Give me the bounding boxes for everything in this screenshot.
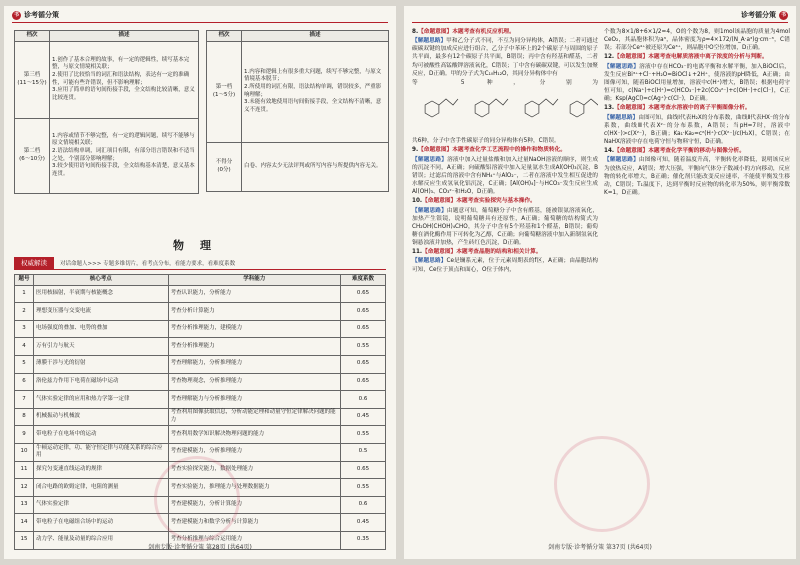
intent-tag: 【命题意图】 xyxy=(422,249,457,256)
col-header-no: 题号 xyxy=(15,275,34,286)
header-rule xyxy=(12,22,388,23)
ability-cell: 考查建模能力，分析推理能力 xyxy=(168,443,340,461)
question-heading xyxy=(604,53,790,61)
question-number: 13. xyxy=(604,105,615,112)
scoring-table-1 xyxy=(14,30,199,194)
page-header xyxy=(741,10,788,20)
desc-cell: 1.内容或情节不够完整，有一定的逻辑问题，续写不能够与原文情境相关联； 2.语法结构单调，词汇项目有限，有部分语言错误和不适当之处，个别部分影响理解； 3.较少使用语句间衔接手段，全文结构基本清楚，意义基本连贯。 xyxy=(50,118,199,193)
question-number: 12. xyxy=(604,54,615,61)
brand-logo-icon: 书 xyxy=(13,11,19,18)
solution-text: 共6种，分子中含手性碳原子的同分异构体有5种，C错误。 xyxy=(412,138,560,145)
solution-text: 个数为8×1/8+6×1/2=4，O的个数为8，则1mol该晶胞的质量为4mol CeO₂，其晶胞体积为a³，晶体密度为ρ=4×172/(N_A·a³)g·cm⁻³，C错误；若部分Ce⁴⁺被还原为Ce³⁺，则晶胞中O空位增加，D正确。 xyxy=(604,29,790,52)
table-row xyxy=(15,426,386,444)
question-number-cell: 11 xyxy=(15,461,34,479)
left-page xyxy=(4,6,396,559)
ability-cell: 考查分析推理能力，建模能力 xyxy=(168,320,340,338)
solution-label: 【解题思路】 xyxy=(604,63,640,70)
desc-cell: 白卷、内容太少无法评判或所写内容与所提供内容无关。 xyxy=(242,142,389,191)
solution-label: 【解题思路】 xyxy=(412,258,447,265)
banner-text: 对话命题人>>> 专题多维切片，看考点分布，看能力要求，看难度系数 xyxy=(60,261,236,267)
ability-cell: 考查实验探究能力，数据处理能力 xyxy=(168,461,340,479)
question-number: 8. xyxy=(412,29,419,35)
difficulty-cell: 0.65 xyxy=(341,355,386,373)
page-header xyxy=(12,10,59,20)
question-number-cell: 1 xyxy=(15,285,34,303)
question-number: 14. xyxy=(604,148,615,155)
header-rule xyxy=(412,22,788,23)
ability-cell: 考查分析计算能力 xyxy=(168,303,340,321)
answer-column-right xyxy=(604,28,790,198)
question-heading xyxy=(412,248,598,256)
table-row xyxy=(15,118,199,193)
topic-cell: 洛伦兹力作用下电荷在磁场中运动 xyxy=(34,373,169,391)
topic-cell: 理想变压器与交变电流 xyxy=(34,303,169,321)
table-row xyxy=(15,41,199,118)
difficulty-cell: 0.55 xyxy=(341,479,386,497)
molecule-structures xyxy=(412,79,598,136)
difficulty-cell: 0.55 xyxy=(341,338,386,356)
topic-cell: 医用核辐射，半衰期与核能概念 xyxy=(34,285,169,303)
header-title: 诊考循分策 xyxy=(741,11,776,19)
question-number-cell: 5 xyxy=(15,355,34,373)
difficulty-cell: 0.6 xyxy=(341,391,386,409)
solution-label: 【解题思路】 xyxy=(604,114,639,121)
question-number-cell: 6 xyxy=(15,373,34,391)
question-heading xyxy=(412,28,598,36)
question-heading xyxy=(604,147,790,155)
intent-tag: 【命题意图】 xyxy=(418,147,453,154)
question-heading xyxy=(412,197,598,205)
ability-cell: 考查利用图像获取信息，分析动能定理和动量守恒定律解决问题的能力 xyxy=(168,408,340,426)
answer-paragraph xyxy=(412,156,598,197)
solution-label: 【解题思路】 xyxy=(412,207,447,214)
solution-text: 溶液中存在HCO₃⁻的电离平衡和水解平衡，加入BiOCl后，发生反应Bi³⁺+Cl⁻+H₂O=BiOCl↓+2H⁺，使溶液的pH降低，A正确；由图像可知，随着BiOCl用量增加，溶液中c(H⁺)增大，B错误；根据电荷守恒可知，c(Na⁺)+c(H⁺)=c(HCO₃⁻)+2c(CO₃²⁻)+c(OH⁻)+c(Cl⁻)，C正确；Ksp(AgCl)=c(Ag⁺)·c(Cl⁻)，D正确。 xyxy=(604,63,790,103)
ability-cell: 考查认识能力，分析能力 xyxy=(168,285,340,303)
solution-text: 由图像可知，随着温度升高，平衡转化率降低，说明该反应为放热反应，A错误；增大压强，平衡向气体分子数减小的方向移动，反应物的转化率增大，B正确；催化剂只能改变反应速率，不能使平衡发生移动，C错误；T₁温度下，达到平衡时反应物的转化率为50%，则平衡常数K=1，D正确。 xyxy=(604,157,791,196)
question-number-cell: 9 xyxy=(15,426,34,444)
difficulty-cell: 0.65 xyxy=(341,461,386,479)
table-row xyxy=(15,320,386,338)
difficulty-cell: 0.65 xyxy=(341,303,386,321)
table-row xyxy=(15,373,386,391)
table-row xyxy=(207,142,389,191)
right-page xyxy=(404,6,796,559)
answer-paragraph xyxy=(604,156,790,197)
question-number-cell: 13 xyxy=(15,496,34,514)
intent-text: 本题考查实验探究与基本操作。 xyxy=(456,198,536,205)
answer-paragraph xyxy=(412,257,598,273)
topic-cell: 带电粒子在电场中的运动 xyxy=(34,426,169,444)
answer-column-left xyxy=(412,28,598,275)
intent-text: 本题考查电解质溶液中离子浓度的分析与判断。 xyxy=(648,54,768,61)
level-cell: 第二档 (6～10分) xyxy=(15,118,50,193)
intent-tag: 【命题意图】 xyxy=(418,29,453,35)
question-number-cell: 3 xyxy=(15,320,34,338)
topic-cell: 电场强度的叠加、电势的叠加 xyxy=(34,320,169,338)
difficulty-cell: 0.65 xyxy=(341,373,386,391)
intent-text: 本题考查晶胞的结构和相关计算。 xyxy=(456,249,542,256)
ability-cell: 考查分析推理与综合运用能力 xyxy=(168,531,340,549)
question-number: 10. xyxy=(412,198,423,205)
topic-cell: 牛顿运动定律，功、能守恒定律与功能关系的综合应用 xyxy=(34,443,169,461)
table-row xyxy=(15,303,386,321)
page-footer: 剑南专版·诊考循分策 第28页 (共64页) xyxy=(148,544,252,551)
question-heading xyxy=(412,146,598,154)
solution-label: 【解题思路】 xyxy=(604,157,639,164)
desc-cell: 1.创作了基本合理的故事，有一定的逻辑性，续写基本完整，与原文情境相关联； 2.使用了比较恰当的词汇和语法结构，表达有一定的准确性，可能有些许错误，但不影响理解； 3.应用了简单的语句间衔接手段，全文结构比较清晰，意义比较连贯。 xyxy=(50,41,199,118)
topic-cell: 机械振动与机械波 xyxy=(34,408,169,426)
answer-paragraph xyxy=(604,63,790,104)
ability-cell: 考查建模能力和数学分析与计算能力 xyxy=(168,514,340,532)
table-row xyxy=(15,355,386,373)
topic-cell: 万有引力与航天 xyxy=(34,338,169,356)
ability-cell: 考查利用数学知识解决物理问题的能力 xyxy=(168,426,340,444)
section-banner xyxy=(14,257,386,270)
subject-title: 物理 xyxy=(173,239,227,252)
topic-cell: 带电粒子在电磁组合场中的运动 xyxy=(34,514,169,532)
topic-cell: 闭合电路的欧姆定律，电阻的测量 xyxy=(34,479,169,497)
table-row xyxy=(15,408,386,426)
ability-cell: 考查建模能力，分析计算能力 xyxy=(168,496,340,514)
ability-cell: 考查实验能力，推理能力与处理数据能力 xyxy=(168,479,340,497)
level-cell: 不得分 (0分) xyxy=(207,142,242,191)
ability-cell: 考查分析推理能力 xyxy=(168,338,340,356)
question-number: 11. xyxy=(412,249,423,256)
ability-cell: 考查理解能力与分析推理能力 xyxy=(168,391,340,409)
solution-text: 溶液中加入过量盐酸和加入过量NaOH溶液的顺序，则生成的沉淀不同，A正确；向硫酸铝溶液中加入足量氨水生成Al(OH)₃沉淀，B错误；过滤后的溶液中含有NH₄⁺与AlO₂⁻，二者在溶液中发生相互促进的水解反应生成氢氧化铝沉淀，C正确；[Al(OH)₄]⁻与HCO₃⁻发生反应生成Al(OH)₃、CO₃²⁻和H₂O，D正确。 xyxy=(412,156,599,196)
intent-text: 本题考查化学工艺流程中的操作和物质转化。 xyxy=(452,147,566,154)
topic-cell: 动力学、能量及动量的综合应用 xyxy=(34,531,169,549)
question-number-cell: 10 xyxy=(15,443,34,461)
intent-text: 本题考查化学平衡的移动与图像分析。 xyxy=(648,148,745,155)
table-row xyxy=(15,338,386,356)
difficulty-cell: 0.65 xyxy=(341,320,386,338)
topic-cell: 探究匀变速直线运动的规律 xyxy=(34,461,169,479)
question-number-cell: 12 xyxy=(15,479,34,497)
ability-cell: 考查物理观念，分析推理能力 xyxy=(168,373,340,391)
col-header-ability: 学科能力 xyxy=(168,275,340,286)
table-row xyxy=(15,391,386,409)
question-number-cell: 7 xyxy=(15,391,34,409)
question-number-cell: 4 xyxy=(15,338,34,356)
question-number-cell: 14 xyxy=(15,514,34,532)
topic-cell: 气体实验定律 xyxy=(34,496,169,514)
intent-tag: 【命题意图】 xyxy=(422,198,457,205)
header-title: 诊考循分策 xyxy=(24,11,59,19)
difficulty-cell: 0.6 xyxy=(341,496,386,514)
solution-text: 甲和乙分子式不同，不互为同分异构体，A错误；二者可通过碳碳双键的加成反应进行组合，乙分子中苯环上的2个碳原子与周围的原子共平面，最多有12个碳原子共平面，B错误；丙中含有羟基和醛基，二者均可被酸性高锰酸钾溶液氧化，C错误；丁中含有碳碳双键，可以发生加聚反应，D正确。甲的分子式为C₁₀H₁₂O，其同分异构体中有 xyxy=(412,38,599,77)
table-row xyxy=(207,41,389,142)
col-header-desc: 描述 xyxy=(50,31,199,42)
col-header-topic: 核心考点 xyxy=(34,275,169,286)
structure-formula-icon xyxy=(412,87,598,133)
intent-tag: 【命题意图】 xyxy=(614,148,649,155)
topic-cell: 气体实验定律的应用和热力学第一定律 xyxy=(34,391,169,409)
question-number-cell: 8 xyxy=(15,408,34,426)
brand-logo-icon: 书 xyxy=(780,11,786,18)
difficulty-cell: 0.45 xyxy=(341,514,386,532)
difficulty-cell: 0.45 xyxy=(341,408,386,426)
question-number-cell: 2 xyxy=(15,303,34,321)
col-header-difficulty: 难度系数 xyxy=(341,275,386,286)
solution-text: 由题意可知，葡萄糖分子中含有醛基，能被银氨溶液氧化，加热产生银镜，说明葡萄糖具有还原性，A正确；葡萄糖的结构简式为CH₂OH(CHOH)₄CHO，其分子中含有5个羟基和1个醛基，B错误；葡萄糖在酒化酶作用下可转化为乙醇，C正确；向葡萄糖溶液中加入新制氢氧化铜悬浊液并加热，产生砖红色沉淀，D正确。 xyxy=(412,207,599,247)
desc-cell: 1.内容和逻辑上有很多重大问题，续写不够完整，与原文情境基本脱节； 2.所使用的词汇有限，语法结构单调，错误较多，严重影响理解； 3.未能有效地使用语句间衔接手段，全文结构不清晰，意义不连贯。 xyxy=(242,41,389,142)
answer-paragraph xyxy=(412,207,598,248)
col-header-level: 档次 xyxy=(207,31,242,42)
page-footer: 剑南专版·诊考循分策 第37页 (共64页) xyxy=(548,544,652,551)
answer-paragraph xyxy=(412,137,598,145)
table-row xyxy=(15,285,386,303)
solution-label: 【解题思路】 xyxy=(412,156,448,163)
col-header-desc: 描述 xyxy=(242,31,389,42)
watermark-stamp xyxy=(154,456,240,542)
difficulty-cell: 0.35 xyxy=(341,531,386,549)
solution-text: Ce是镧系元素，位于元素周期表的f区，A正确；由晶胞结构可知，Ce位于顶点和面心，O位于体内， xyxy=(412,258,598,273)
watermark-stamp xyxy=(554,436,650,532)
difficulty-cell: 0.65 xyxy=(341,285,386,303)
difficulty-cell: 0.55 xyxy=(341,426,386,444)
answer-paragraph xyxy=(604,28,790,52)
structure-caption: 等 5 种，分别为 xyxy=(412,79,598,86)
intent-tag: 【命题意图】 xyxy=(614,54,649,61)
question-number: 9. xyxy=(412,147,419,154)
intent-text: 本题考查有机反应机理。 xyxy=(452,29,515,35)
level-cell: 第一档 (1～5分) xyxy=(207,41,242,142)
topic-cell: 薄膜干涉与光的衍射 xyxy=(34,355,169,373)
level-cell: 第三档 (11～15分) xyxy=(15,41,50,118)
col-header-level: 档次 xyxy=(15,31,50,42)
ability-cell: 考查理解能力，分析推理能力 xyxy=(168,355,340,373)
intent-text: 本题考查水溶液中的离子平衡图像分析。 xyxy=(648,105,751,112)
banner-tag: 权威解读 xyxy=(14,257,54,269)
question-number-cell: 15 xyxy=(15,531,34,549)
intent-tag: 【命题意图】 xyxy=(614,105,649,112)
answer-paragraph xyxy=(604,114,790,147)
solution-label: 【解题思路】 xyxy=(412,38,447,45)
scoring-table-2 xyxy=(206,30,389,192)
answer-paragraph xyxy=(412,37,598,78)
solution-text: 由图可知，曲线Ⅰ代表H₂X的分布系数，曲线Ⅱ代表HX⁻的分布系数，曲线Ⅲ代表X²⁻的分布系数，A错误；当pH=7时，溶液中c(HX⁻)>c(X²⁻)，B正确；Ka₁·Ka₂=c²(H⁺)·c(X²⁻)/c(H₂X)，C错误；在NaHX溶液中存在电荷守恒与物料守恒，D正确。 xyxy=(604,114,790,146)
difficulty-cell: 0.5 xyxy=(341,443,386,461)
question-heading xyxy=(604,104,790,112)
